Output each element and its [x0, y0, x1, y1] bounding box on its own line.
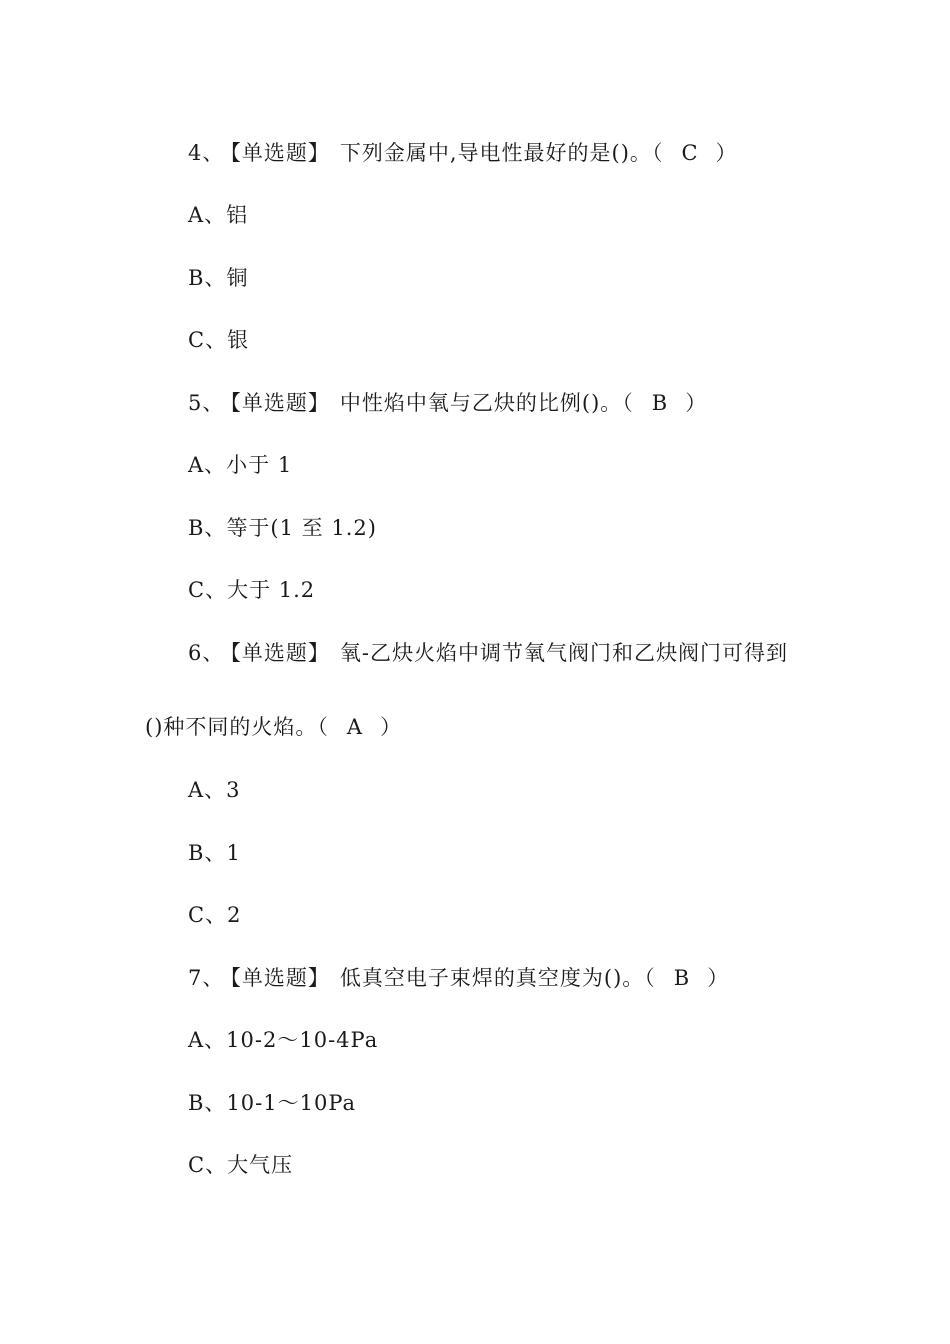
question-5-stem: [188, 389, 707, 417]
option-text: 小于 1: [226, 453, 293, 477]
option-key: B、: [188, 1091, 227, 1115]
answer-letter: A: [346, 715, 363, 739]
answer-close-paren: ）: [685, 391, 708, 415]
option-text: 大于 1.2: [227, 578, 316, 602]
answer-close-paren: ）: [380, 715, 403, 739]
question-5-option-b: [188, 514, 377, 542]
option-key: C、: [188, 1153, 228, 1177]
answer-close-paren: ）: [715, 141, 738, 165]
option-text: 等于(1 至 1.2): [226, 516, 377, 540]
question-4-option-b: [188, 264, 248, 292]
question-type-tag: 【单选题】: [230, 141, 330, 165]
option-key: A、: [188, 453, 227, 477]
option-key: B、: [188, 266, 227, 290]
question-type-tag: 【单选题】: [230, 966, 330, 990]
answer-letter: C: [681, 141, 698, 165]
answer-open-paren: （: [644, 966, 656, 990]
question-5-option-c: [188, 576, 315, 604]
answer-open-paren: （: [651, 141, 664, 165]
option-text: 大气压: [227, 1153, 294, 1177]
question-type-tag: 【单选题】: [230, 391, 330, 415]
option-key: A、: [188, 203, 227, 227]
answer-letter: B: [673, 966, 690, 990]
question-6-option-b: [188, 839, 241, 867]
option-text: 铝: [226, 203, 249, 227]
option-key: A、: [188, 778, 227, 802]
option-text: 10-2～10-4Pa: [226, 1028, 379, 1052]
question-6-stem: [188, 639, 788, 667]
question-5-option-a: [188, 451, 292, 479]
question-number: 6、: [188, 641, 225, 665]
question-4-option-c: [188, 326, 249, 354]
question-7-option-b: [188, 1089, 356, 1117]
option-key: B、: [188, 516, 227, 540]
question-6-option-c: [188, 901, 241, 929]
option-text: 银: [227, 328, 250, 352]
option-key: A、: [188, 1028, 227, 1052]
option-key: B、: [188, 841, 227, 865]
question-number: 5、: [188, 391, 225, 415]
option-text: 3: [226, 778, 241, 802]
question-6-stem-continued: [145, 713, 402, 741]
answer-letter: B: [651, 391, 668, 415]
question-text: 低真空电子束焊的真空度为()。: [339, 966, 645, 990]
option-text: 1: [226, 841, 241, 865]
question-4-option-a: [188, 201, 248, 229]
option-text: 铜: [226, 266, 249, 290]
option-key: C、: [188, 328, 228, 352]
question-text: 氧-乙炔火焰中调节氧气阀门和乙炔阀门可得到: [339, 641, 788, 665]
question-7-option-a: [188, 1026, 378, 1054]
question-7-stem: [188, 964, 729, 992]
answer-open-paren: （: [622, 391, 634, 415]
option-text: 2: [227, 903, 242, 927]
option-key: C、: [188, 903, 228, 927]
question-type-tag: 【单选题】: [230, 641, 330, 665]
answer-close-paren: ）: [707, 966, 730, 990]
option-text: 10-1～10Pa: [226, 1091, 357, 1115]
question-7-option-c: [188, 1151, 293, 1179]
question-6-option-a: [188, 776, 241, 804]
answer-open-paren: （: [317, 715, 329, 739]
question-number: 7、: [188, 966, 225, 990]
question-text: 下列金属中,导电性最好的是()。: [339, 141, 652, 165]
question-4-stem: [188, 139, 738, 167]
option-key: C、: [188, 578, 228, 602]
question-text: 中性焰中氧与乙炔的比例()。: [339, 391, 623, 415]
question-number: 4、: [188, 141, 225, 165]
question-text-continued: ()种不同的火焰。: [145, 715, 318, 739]
